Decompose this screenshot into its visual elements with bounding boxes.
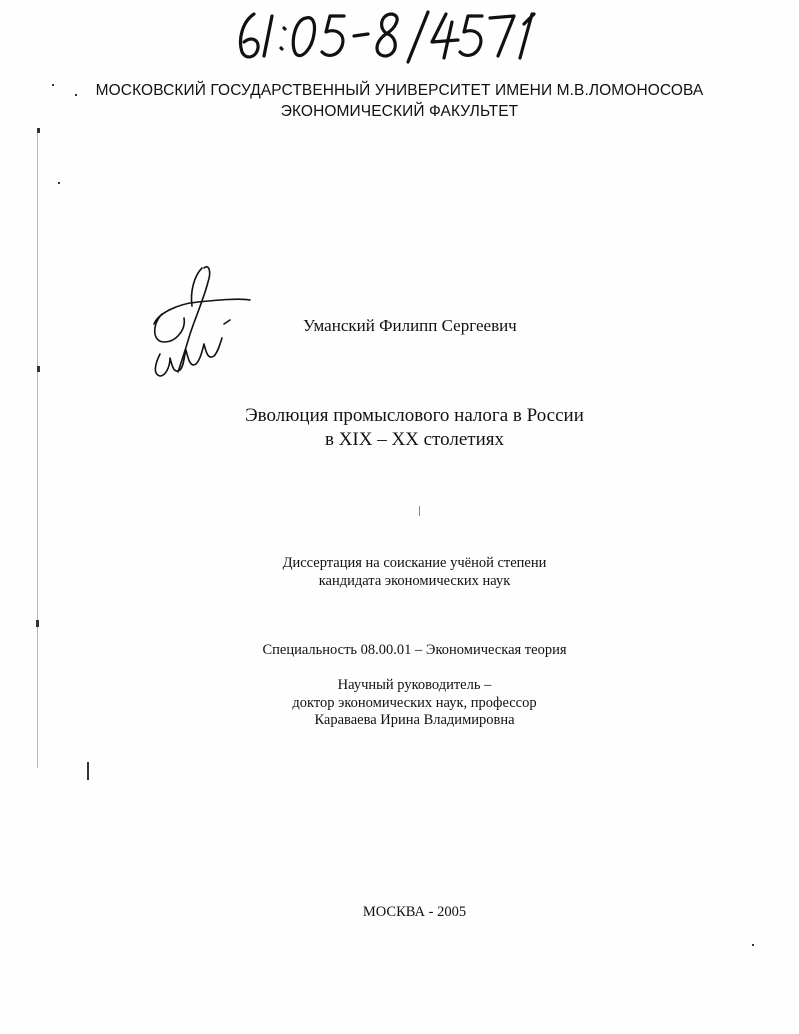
faculty-name: ЭКОНОМИЧЕСКИЙ ФАКУЛЬТЕТ	[280, 103, 519, 120]
author-name: Уманский Филипп Сергеевич	[303, 316, 517, 335]
scan-dot	[419, 506, 420, 516]
signature	[146, 262, 258, 386]
scan-dot	[58, 182, 60, 184]
university-name: МОСКОВСКИЙ ГОСУДАРСТВЕННЫЙ УНИВЕРСИТЕТ ИМЕНИ М.В.ЛОМОНОСОВА	[95, 82, 704, 99]
scan-dot	[36, 620, 39, 627]
scan-dot	[52, 84, 54, 86]
dissertation-title-line1: Эволюция промыслового налога в России	[245, 405, 584, 426]
supervisor-degree: доктор экономических наук, профессор	[292, 695, 537, 711]
scan-dot	[37, 366, 40, 372]
dissertation-title-line2: в XIX – XX столетиях	[324, 429, 505, 450]
supervisor-name: Караваева Ирина Владимировна	[314, 712, 515, 728]
scan-margin-line	[37, 128, 38, 768]
scan-dot	[87, 762, 89, 780]
dissertation-purpose-line2: кандидата экономических наук	[318, 573, 511, 589]
scan-dot	[75, 94, 77, 96]
scan-dot	[752, 944, 754, 946]
specialty: Специальность 08.00.01 – Экономическая теория	[262, 642, 567, 658]
city-year: МОСКВА - 2005	[362, 904, 467, 920]
scan-dot	[37, 128, 40, 133]
dissertation-purpose-line1: Диссертация на соискание учёной степени	[282, 555, 547, 571]
supervisor-role: Научный руководитель –	[337, 677, 492, 693]
archive-code-handwriting	[232, 4, 552, 66]
